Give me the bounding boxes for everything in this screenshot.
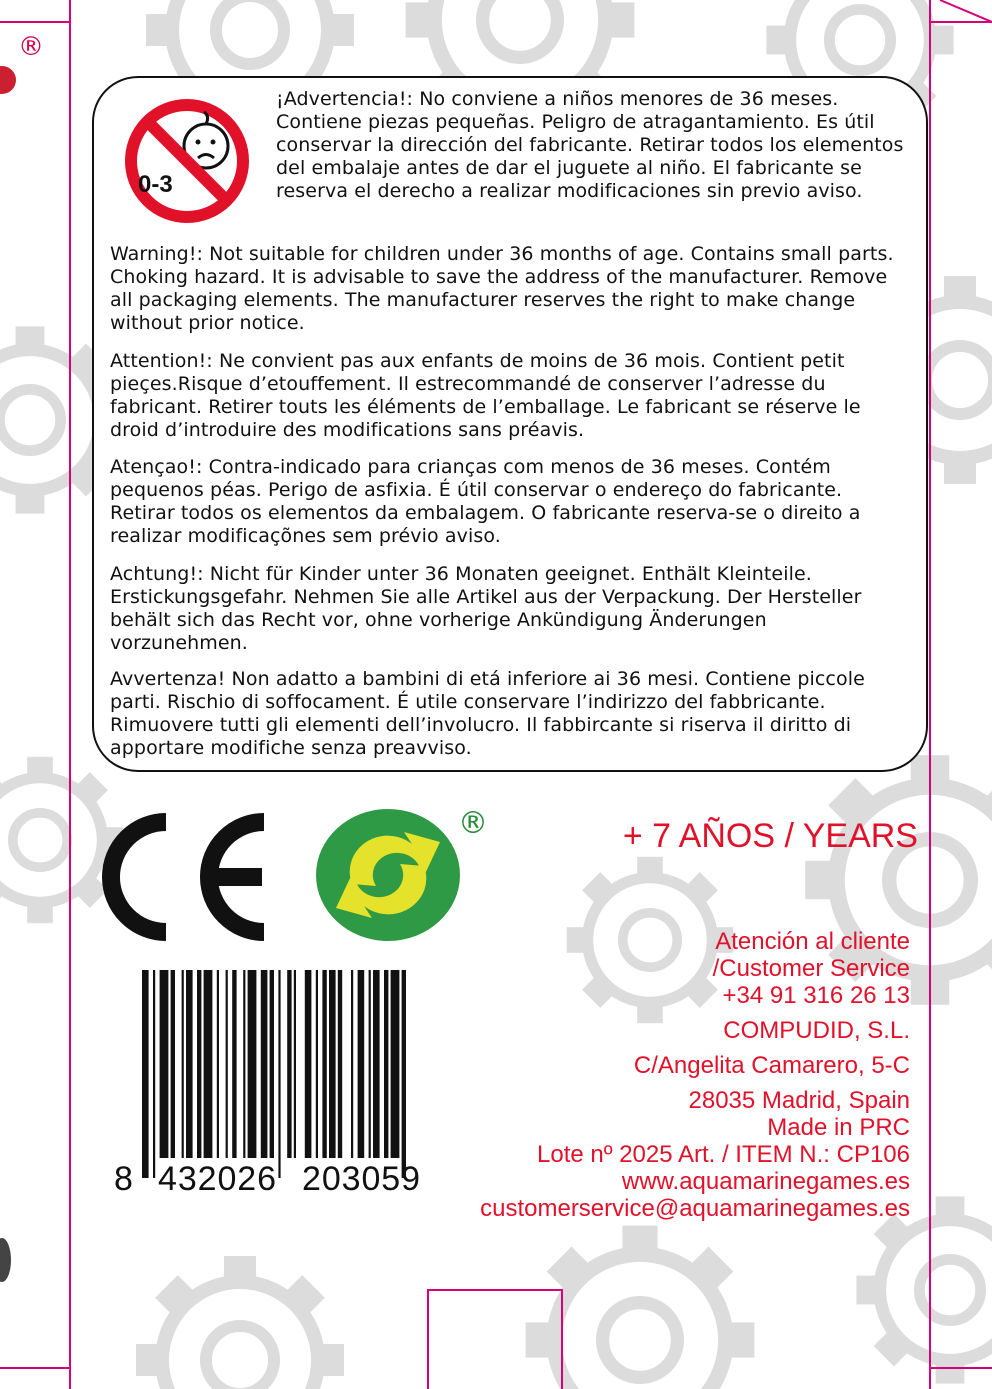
city-address: 28035 Madrid, Spain (688, 1087, 910, 1114)
company-name: COMPUDID, S.L. (723, 1017, 910, 1044)
barcode-bar (322, 970, 326, 1158)
registered-icon: ® (458, 806, 488, 841)
barcode-bar (204, 970, 213, 1158)
barcode-bar (243, 970, 245, 1158)
customer-service-label-en: /Customer Service (712, 955, 910, 982)
barcode-bar (182, 970, 184, 1158)
no-under-3-icon (122, 96, 252, 226)
green-dot-recycling-icon (312, 806, 464, 944)
website-link[interactable]: www.aquamarinegames.es (621, 1168, 910, 1195)
barcode-bar (197, 970, 201, 1158)
warning-es: ¡Advertencia!: No conviene a niños menores de 36 meses. Contiene piezas pequeñas. Peligro de atragantamiento. Es útil conservar la dirección del fabricante. Retirar todos los elementos del embalaje antes de dar el juguete al niño. El fabricante se reserva el derecho a realizar modificaciones sin previo aviso. (276, 88, 904, 202)
barcode-bar (261, 970, 268, 1158)
registered-icon: ® (18, 32, 44, 62)
barcode-bar (248, 970, 257, 1158)
barcode-bar (402, 970, 406, 1178)
email-link[interactable]: customerservice@aquamarinegames.es (480, 1195, 910, 1222)
barcode-bar (217, 970, 219, 1158)
age-recommendation: + 7 AÑOS / YEARS (622, 817, 918, 855)
barcode-bar (160, 970, 169, 1158)
barcode-left-group: 432026 (158, 1160, 276, 1198)
barcode-bar (305, 970, 312, 1158)
barcode-bar (186, 970, 193, 1158)
street-address: C/Angelita Camarero, 5-C (633, 1052, 910, 1079)
barcode-bar (316, 970, 318, 1158)
barcode-bar (153, 970, 155, 1178)
barcode-first-digit: 8 (114, 1160, 133, 1198)
barcode-bar (278, 970, 280, 1178)
age-badge-label: 0-3 (138, 171, 173, 198)
barcode (112, 968, 438, 1200)
barcode-bar (391, 970, 400, 1158)
ce-mark-icon (96, 812, 276, 942)
barcode-bar (142, 970, 149, 1178)
warning-it: Avvertenza! Non adatto a bambini di etá inferiore ai 36 mesi. Contiene piccole parti. Rischio di soffocament. É utile conservare l’indirizzo del fabbricante. Rimuovere tutti gli elementi dell’involucro. Il fabbircante si riserva il diritto di apportare modifiche senza preavviso. (110, 668, 865, 759)
barcode-bar (232, 970, 236, 1158)
warning-en: Warning!: Not suitable for children under 36 months of age. Contains small parts. Choking hazard. It is advisable to save the address of the manufacturer. Remove all packaging elements. The manufacturer reserves the right to make change without prior notice. (110, 243, 894, 334)
phone-number: +34 91 316 26 13 (722, 982, 910, 1009)
barcode-bar (329, 970, 336, 1158)
barcode-bar (384, 970, 388, 1158)
barcode-bar (358, 970, 365, 1158)
contact-info (480, 928, 910, 1222)
barcode-bar (294, 970, 296, 1158)
barcode-bar (270, 970, 274, 1158)
origin-label: Made in PRC (767, 1114, 910, 1141)
warning-fr: Attention!: Ne convient pas aux enfants de moins de 36 mois. Contient petit pieçes.Risque d’etouffement. Il estrecommandé de conserver l’adresse du fabricant. Retirer touts les éléments de l’emballage. Le fabricant se réserve le droid d’introduire des modifications sans préavis. (110, 350, 861, 441)
barcode-bar (338, 970, 342, 1158)
barcode-bar (287, 970, 291, 1158)
barcode-bar (373, 970, 380, 1158)
barcode-bar (351, 970, 353, 1158)
barcode-bar (171, 970, 175, 1158)
lot-item-number: Lote nº 2025 Art. / ITEM N.: CP106 (537, 1141, 910, 1168)
customer-service-label: Atención al cliente (715, 928, 910, 955)
warning-de: Achtung!: Nicht für Kinder unter 36 Monaten geeignet. Enthält Kleinteile. Erstickungsgefahr. Nehmen Sie alle Artikel aus der Verpackung. Der Hersteller behält sich das Recht vor, ohne vorherige Ankündigung Änderungen vorzunehmen. (110, 563, 862, 654)
barcode-bar (369, 970, 371, 1158)
warning-pt: Atençao!: Contra-indicado para crianças com menos de 36 meses. Contém pequenos péas. Perigo de asfixia. É útil conservar o endereço do fabricante. Retirar todos os elementos da embalagem. O fabricante reserva-se o direito a realizar modificaçõnes sem prévio aviso. (110, 456, 861, 547)
barcode-right-group: 203059 (302, 1160, 420, 1198)
barcode-bar (226, 970, 228, 1158)
